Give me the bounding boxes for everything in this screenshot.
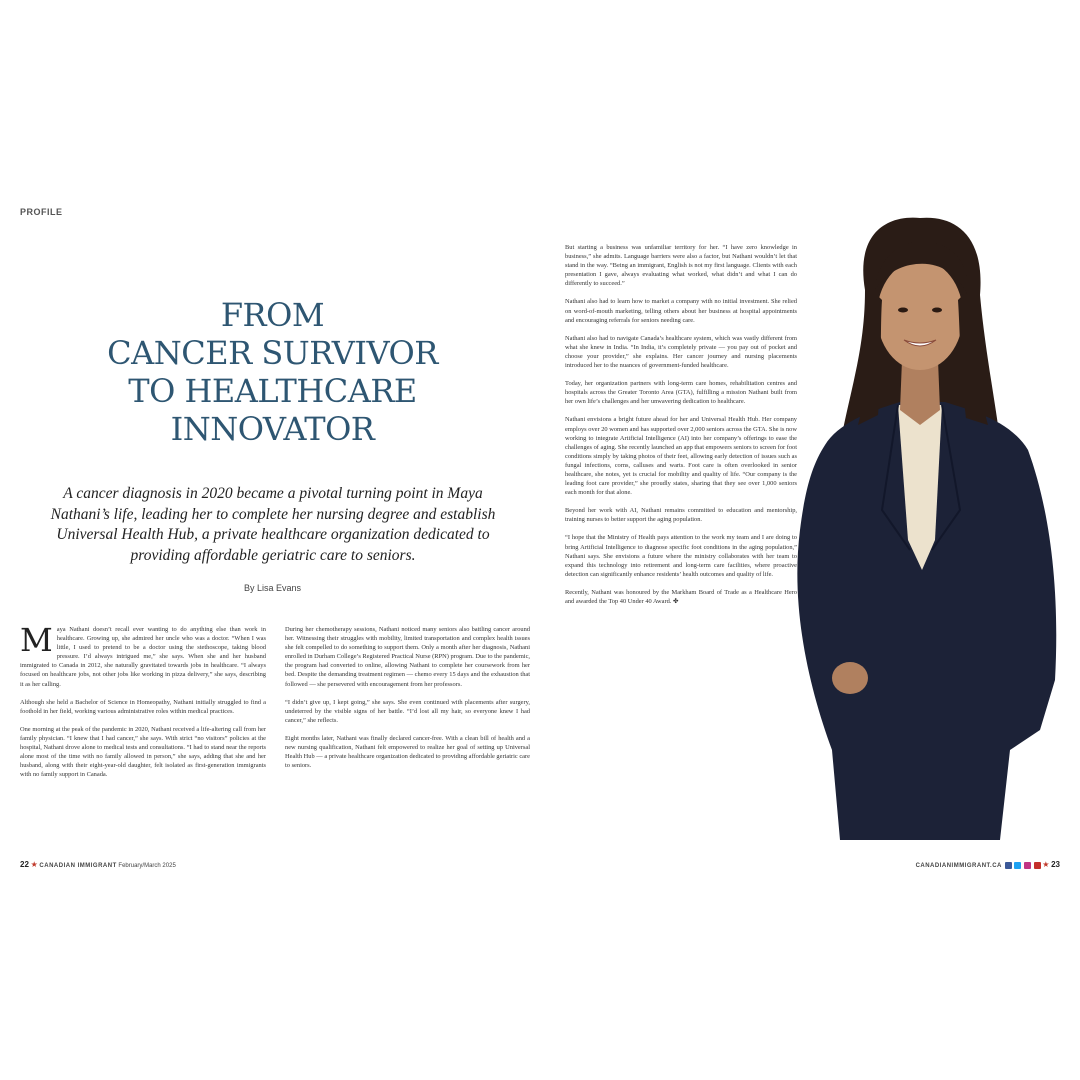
website-link[interactable]: CANADIANIMMIGRANT.CA — [915, 863, 1002, 869]
star-icon: ★ — [1042, 860, 1050, 869]
paragraph: Although she held a Bachelor of Science in Homeopathy, Nathani initially struggled to find a foothold in her field, working various administrative roles within medical practices. — [20, 698, 266, 715]
paragraph: One morning at the peak of the pandemic in 2020, Nathani received a life-altering call from her family physician. “I knew that I had cancer,” she says. With strict “no visitors” policies at the hospital, Nathani drove alone to medical tests and consultations. “I had to stand near the reports alone most of the time with no family allowed in person,” she says, adding that she and her husband, along with their eight-year-old daughter, felt isolated as first-generation immigrants with no family support in Canada. — [20, 725, 266, 779]
footer-left — [20, 860, 176, 869]
title-line-2: CANCER SURVIVOR — [107, 334, 438, 372]
magazine-name: CANADIAN IMMIGRANT — [39, 863, 117, 869]
portrait-photo — [770, 210, 1070, 840]
paragraph: Beyond her work with AI, Nathani remains committed to education and mentorship, training nurses to better support the aging population. — [565, 507, 797, 524]
paragraph: “I hope that the Ministry of Health pays attention to the work my team and I are doing to bring Artificial Intelligence to diagnose specific foot conditions in the aging population,” Nathani says. She envisions a future where the ministry collaborates with her team to expand this technology into retirement and long-term care facilities, where proactive detection can significantly enhance residents’ health outcomes and quality of life. — [565, 534, 797, 578]
paragraph: Nathani also had to navigate Canada’s healthcare system, which was vastly different from what she knew in India. “In India, it’s completely private — you pay out of pocket and choose your provider,” she explains. Her cancer journey and nursing placements introduced her to the nuances of government-funded healthcare. — [565, 334, 797, 370]
body-column-2 — [285, 625, 530, 855]
title-line-1: FROM — [220, 296, 325, 334]
page-number-left: 22 — [20, 860, 29, 869]
paragraph: “I didn’t give up, I kept going,” she says. She even continued with placements after surgery, undeterred by the visible signs of her battle. “I’d lost all my hair, so everyone knew I had cancer,” she reflects. — [285, 698, 530, 724]
paragraph: Eight months later, Nathani was finally declared cancer-free. With a clean bill of health and a new nursing qualification, Nathani felt empowered to realize her goal of setting up Universal Health Hub — a private healthcare organization dedicated to providing affordable geriatric care to seniors. — [285, 734, 530, 770]
footer-right — [916, 860, 1060, 869]
paragraph: Today, her organization partners with long-term care homes, rehabilitation centres and hospitals across the Greater Toronto Area (GTA), fulfilling a mission Nathani built from her own life’s challenges and her unwavering dedication to healthcare. — [565, 380, 797, 406]
paragraph: But starting a business was unfamiliar territory for her. “I have zero knowledge in business,” she admits. Language barriers were also a factor, but Nathani wouldn’t let that stand in the way. “Being an immigrant, English is not my first language. Clients with each presentation I gave, always evaluating what worked, what didn’t and what I can do differently to succeed.” — [565, 244, 797, 288]
body-column-1 — [20, 625, 266, 855]
youtube-icon[interactable] — [1034, 862, 1041, 869]
section-label: PROFILE — [20, 207, 63, 217]
byline: By Lisa Evans — [243, 583, 302, 593]
page-number-right: 23 — [1051, 860, 1060, 869]
facebook-icon[interactable] — [1005, 862, 1012, 869]
star-icon: ★ — [30, 860, 38, 869]
paragraph: During her chemotherapy sessions, Nathani noticed many seniors also battling cancer around her. Witnessing their struggles with mobility, limited transportation and complex health issues she felt compelled to do something to support them. Only a month after her diagnosis, Nathani enrolled in Durham College’s Registered Practical Nurse (RPN) program. Due to the pandemic, the program had converted to online, allowing Nathani to complete her coursework from her bed. Despite the demanding treatment regimen — chemo every 15 days and the exhaustion that followed — she persevered with encouragement from her professors. — [285, 626, 530, 688]
paragraph: Nathani also had to learn how to market a company with no initial investment. She relied on word-of-mouth marketing, telling others about her business at hospital appointments and encouraging referrals for seniors needing care. — [565, 298, 797, 324]
instagram-icon[interactable] — [1024, 862, 1031, 869]
body-column-3 — [565, 243, 797, 843]
article-title — [20, 296, 525, 448]
twitter-icon[interactable] — [1014, 862, 1021, 869]
paragraph: Maya Nathani doesn’t recall ever wanting to do anything else than work in healthcare. Growing up, she admired her uncle who was a doctor. “When I was little, I used to pretend to be a doctor using the stethoscope, taking blood pressure. I’d always intrigued me,” she says. When she and her husband immigrated to Canada in 2012, she naturally gravitated towards jobs in healthcare. “I always focused on healthcare jobs, not other jobs like working in pizza delivery,” she says, describing it as her calling. — [20, 625, 266, 688]
paragraph: Nathani envisions a bright future ahead for her and Universal Health Hub. Her company employs over 20 women and has supported over 2,000 seniors across the GTA. She is now working to integrate Artificial Intelligence (AI) into her company’s offerings to ease the challenges of aging. She recently launched an app that empowers seniors to screen for foot conditions simply by taking photos of their feet, allowing early detection of issues such as fungal infections, corns, calluses and warts. Foot care is often overlooked in senior healthcare, she notes, yet is crucial for mobility and quality of life. “Our company is the leading foot care provider,” she proudly states, sharing that they see over 1,000 seniors each month for that alone. — [565, 416, 797, 497]
title-line-3: TO HEALTHCARE — [128, 372, 417, 410]
drop-cap: M — [20, 625, 53, 659]
article-deck: A cancer diagnosis in 2020 became a pivotal turning point in Maya Nathani’s life, leading her to complete her nursing degree and establish Universal Health Hub, a private healthcare organization dedicated to providing affordable geriatric care to seniors. — [50, 485, 496, 564]
title-line-4: INNOVATOR — [170, 410, 375, 448]
issue-date: February/March 2025 — [118, 863, 176, 869]
paragraph: Recently, Nathani was honoured by the Markham Board of Trade as a Healthcare Hero and awarded the Top 40 Under 40 Award. ✤ — [565, 588, 797, 605]
portrait-illustration — [770, 210, 1070, 840]
